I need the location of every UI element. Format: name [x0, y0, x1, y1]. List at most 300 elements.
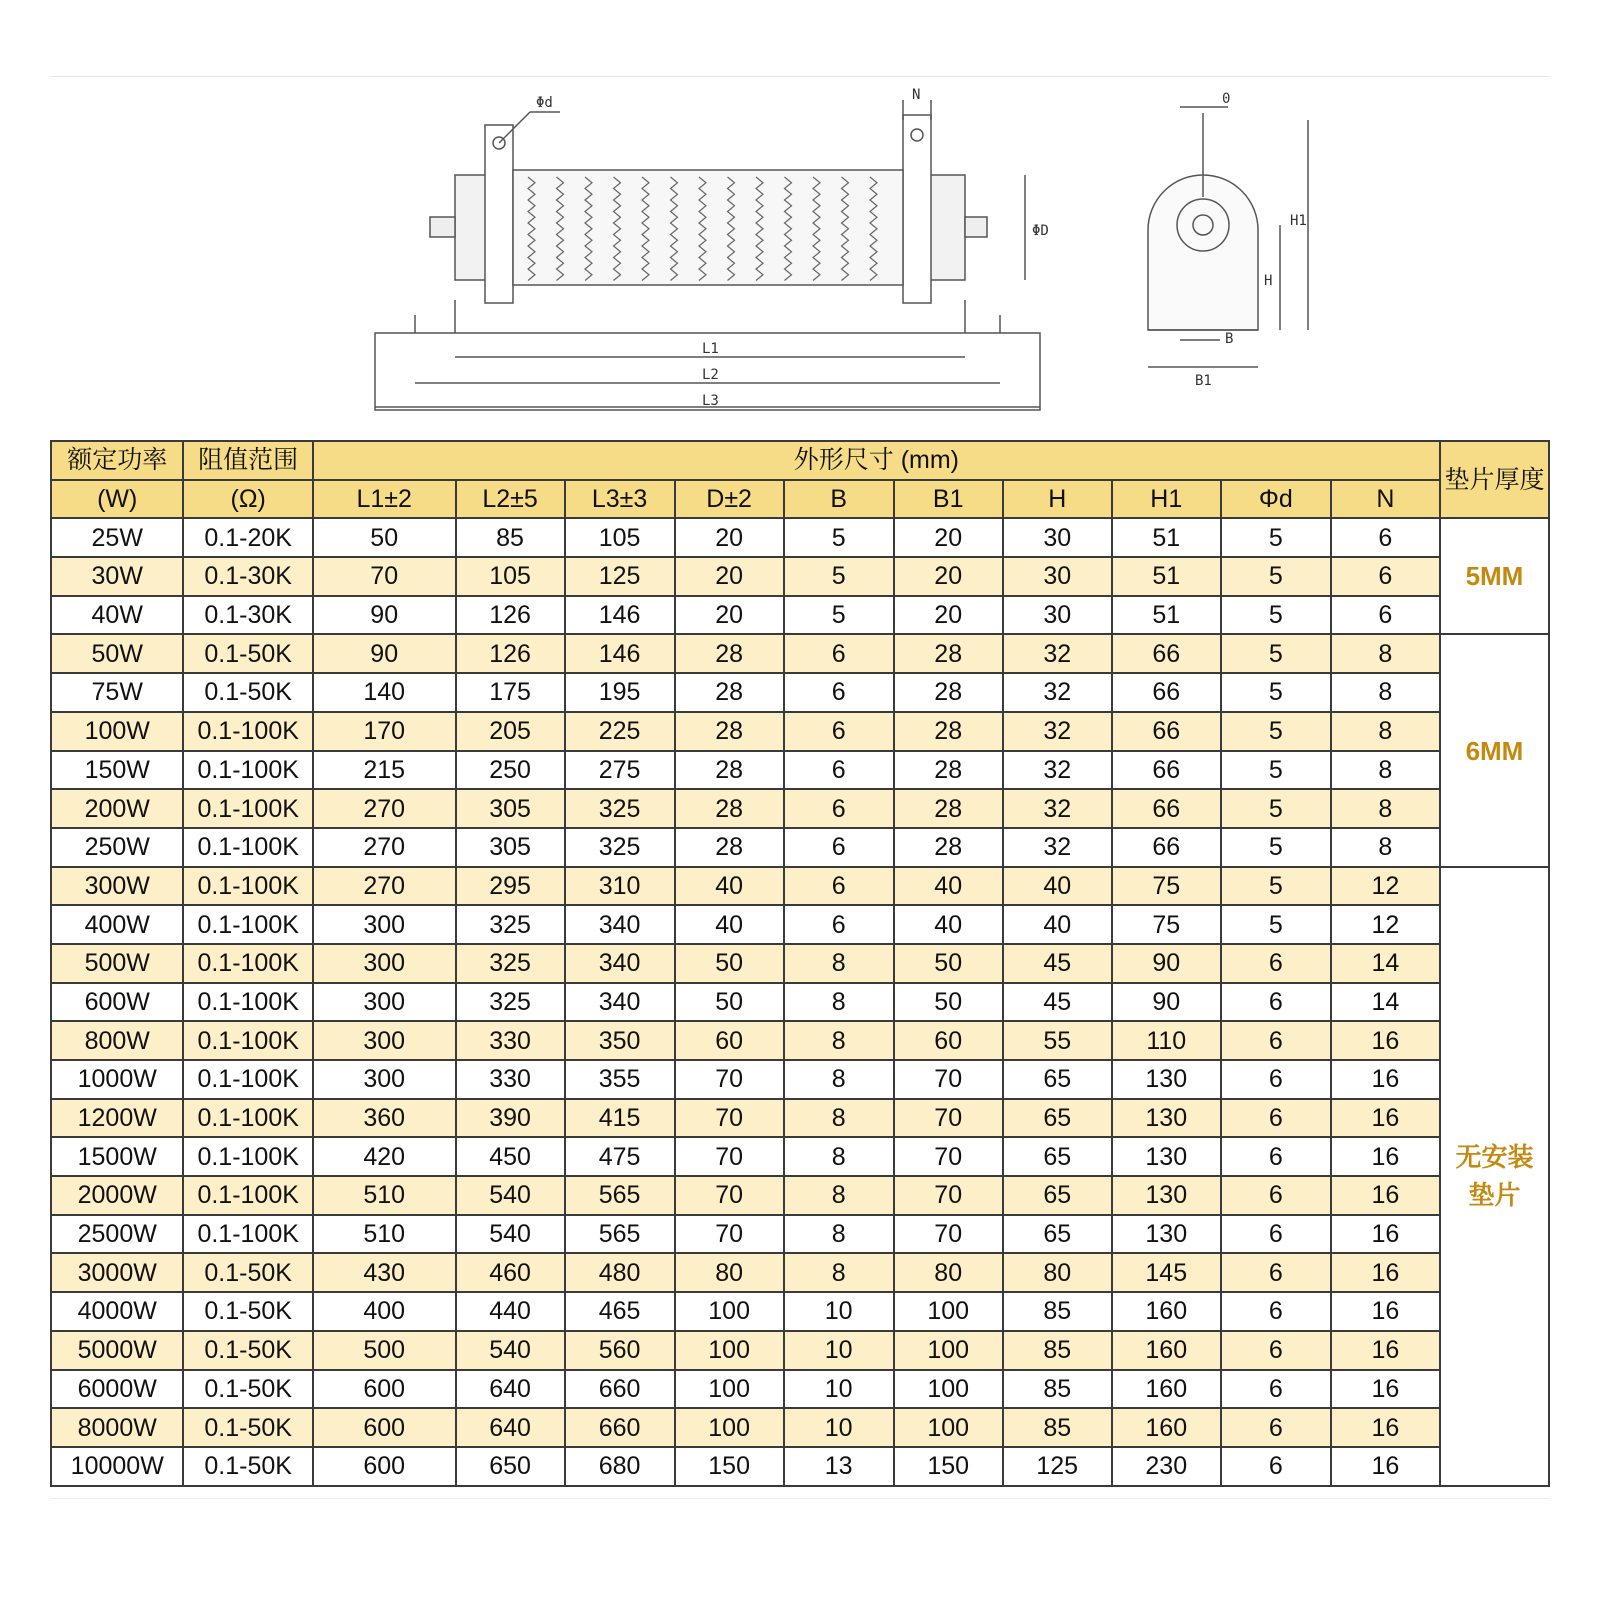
table-cell: 600W [51, 983, 183, 1022]
table-cell: 295 [456, 867, 565, 906]
table-cell: 275 [565, 751, 675, 790]
header-row-1 [51, 441, 1549, 480]
table-cell: 160 [1112, 1370, 1221, 1409]
table-cell: 66 [1112, 789, 1221, 828]
pad-thickness-label: 6MM [1465, 735, 1524, 766]
table-cell: 6 [1221, 1408, 1331, 1447]
table-cell: 430 [313, 1253, 456, 1292]
table-cell: 5 [784, 596, 894, 635]
table-cell: 5 [1221, 596, 1331, 635]
table-cell: 0.1-100K [183, 828, 312, 867]
table-cell: 20 [894, 518, 1003, 557]
table-cell: 0.1-100K [183, 944, 312, 983]
table-cell: 0.1-20K [183, 518, 312, 557]
table-cell: 80 [675, 1253, 784, 1292]
table-cell: 8 [1331, 673, 1440, 712]
table-cell: 6 [1221, 944, 1331, 983]
table-cell: 80 [1003, 1253, 1112, 1292]
table-cell: 10000W [51, 1447, 183, 1486]
pad-thickness-label: 无安装 垫片 [1455, 1142, 1534, 1211]
table-row [51, 1447, 1549, 1486]
table-cell: 45 [1003, 983, 1112, 1022]
header-resistance-unit: (Ω) [183, 480, 312, 519]
header-power: 额定功率 [51, 441, 183, 480]
table-cell: 170 [313, 712, 456, 751]
table-cell: 660 [565, 1408, 675, 1447]
table-cell: 16 [1331, 1447, 1440, 1486]
table-cell: 195 [565, 673, 675, 712]
table-cell: 0.1-50K [183, 1331, 312, 1370]
table-cell: 0.1-100K [183, 1215, 312, 1254]
table-row [51, 751, 1549, 790]
table-cell: 8 [784, 1253, 894, 1292]
table-cell: 70 [313, 557, 456, 596]
table-cell: 510 [313, 1215, 456, 1254]
table-cell: 325 [456, 944, 565, 983]
table-cell: 40 [1003, 867, 1112, 906]
table-cell: 16 [1331, 1253, 1440, 1292]
table-cell: 12 [1331, 867, 1440, 906]
table-cell: 30 [1003, 596, 1112, 635]
table-cell: 6 [784, 712, 894, 751]
table-cell: 8 [784, 1137, 894, 1176]
label-b1: B1 [1195, 373, 1212, 389]
table-cell: 250W [51, 828, 183, 867]
table-cell: 560 [565, 1331, 675, 1370]
table-row [51, 1331, 1549, 1370]
table-cell: 100 [675, 1370, 784, 1409]
table-cell: 6 [784, 673, 894, 712]
bottom-divider [50, 1498, 1550, 1499]
table-row [51, 1176, 1549, 1215]
table-cell: 100 [894, 1331, 1003, 1370]
spec-table-body [51, 518, 1549, 1485]
table-cell: 475 [565, 1137, 675, 1176]
table-cell: 305 [456, 789, 565, 828]
table-cell: 100 [894, 1370, 1003, 1409]
table-cell: 1000W [51, 1060, 183, 1099]
table-row [51, 1021, 1549, 1060]
table-cell: 60 [894, 1021, 1003, 1060]
table-cell: 6 [784, 867, 894, 906]
table-cell: 160 [1112, 1331, 1221, 1370]
header-col: H [1003, 480, 1112, 519]
table-cell: 28 [894, 789, 1003, 828]
table-cell: 16 [1331, 1099, 1440, 1138]
table-cell: 340 [565, 983, 675, 1022]
table-cell: 32 [1003, 712, 1112, 751]
table-row [51, 1292, 1549, 1331]
table-cell: 8 [784, 1060, 894, 1099]
table-row [51, 1370, 1549, 1409]
table-cell: 175 [456, 673, 565, 712]
table-row [51, 789, 1549, 828]
table-cell: 325 [565, 789, 675, 828]
table-cell: 5 [1221, 673, 1331, 712]
table-cell: 5000W [51, 1331, 183, 1370]
table-cell: 6 [1221, 1060, 1331, 1099]
table-row [51, 1137, 1549, 1176]
label-phi-D: ΦD [1032, 223, 1049, 239]
table-cell: 8 [784, 944, 894, 983]
table-cell: 8 [784, 1099, 894, 1138]
table-cell: 6 [1221, 1137, 1331, 1176]
table-cell: 10 [784, 1408, 894, 1447]
table-cell: 70 [675, 1215, 784, 1254]
table-cell: 126 [456, 596, 565, 635]
table-cell: 5 [1221, 518, 1331, 557]
table-cell: 160 [1112, 1408, 1221, 1447]
table-cell: 1500W [51, 1137, 183, 1176]
table-cell: 205 [456, 712, 565, 751]
table-cell: 2500W [51, 1215, 183, 1254]
table-cell: 146 [565, 596, 675, 635]
table-cell: 32 [1003, 634, 1112, 673]
table-cell: 300 [313, 983, 456, 1022]
table-cell: 600 [313, 1447, 456, 1486]
table-cell: 420 [313, 1137, 456, 1176]
table-cell: 6 [784, 828, 894, 867]
table-cell: 8 [1331, 712, 1440, 751]
table-cell: 230 [1112, 1447, 1221, 1486]
table-cell: 90 [313, 596, 456, 635]
table-cell: 40 [675, 867, 784, 906]
table-row [51, 1060, 1549, 1099]
table-cell: 640 [456, 1370, 565, 1409]
table-cell: 540 [456, 1176, 565, 1215]
table-cell: 0.1-50K [183, 634, 312, 673]
table-cell: 565 [565, 1176, 675, 1215]
table-cell: 340 [565, 944, 675, 983]
table-cell: 100W [51, 712, 183, 751]
table-cell: 125 [565, 557, 675, 596]
label-l1: L1 [702, 341, 719, 357]
table-cell: 16 [1331, 1292, 1440, 1331]
table-cell: 8 [784, 983, 894, 1022]
header-col: L3±3 [565, 480, 675, 519]
table-cell: 60 [675, 1021, 784, 1060]
header-row-2 [51, 480, 1549, 519]
table-cell: 16 [1331, 1215, 1440, 1254]
table-row [51, 557, 1549, 596]
table-cell: 350 [565, 1021, 675, 1060]
table-cell: 100 [675, 1292, 784, 1331]
label-l2: L2 [702, 367, 719, 383]
header-col: N [1331, 480, 1440, 519]
table-cell: 5 [784, 557, 894, 596]
table-cell: 5 [1221, 828, 1331, 867]
table-cell: 130 [1112, 1215, 1221, 1254]
table-cell: 5 [784, 518, 894, 557]
table-cell: 5 [1221, 634, 1331, 673]
table-cell: 30 [1003, 518, 1112, 557]
table-cell: 100 [675, 1408, 784, 1447]
table-cell: 20 [675, 557, 784, 596]
table-cell: 110 [1112, 1021, 1221, 1060]
label-zero: 0 [1222, 91, 1231, 107]
table-cell: 90 [1112, 983, 1221, 1022]
table-cell: 12 [1331, 905, 1440, 944]
table-cell: 146 [565, 634, 675, 673]
table-cell: 51 [1112, 518, 1221, 557]
end-view [1148, 107, 1308, 367]
table-cell: 400 [313, 1292, 456, 1331]
table-cell: 600 [313, 1408, 456, 1447]
table-cell: 66 [1112, 634, 1221, 673]
table-cell: 50 [675, 944, 784, 983]
table-cell: 130 [1112, 1060, 1221, 1099]
pad-thickness-label: 5MM [1465, 561, 1524, 592]
table-cell: 355 [565, 1060, 675, 1099]
label-h1: H1 [1290, 213, 1307, 229]
table-cell: 28 [675, 789, 784, 828]
table-cell: 70 [894, 1176, 1003, 1215]
table-cell: 50 [313, 518, 456, 557]
table-cell: 28 [675, 634, 784, 673]
table-cell: 85 [1003, 1408, 1112, 1447]
table-cell: 540 [456, 1331, 565, 1370]
table-cell: 5 [1221, 712, 1331, 751]
table-cell: 1200W [51, 1099, 183, 1138]
header-col: B [784, 480, 894, 519]
table-cell: 28 [894, 751, 1003, 790]
table-cell: 28 [894, 712, 1003, 751]
table-cell: 3000W [51, 1253, 183, 1292]
label-h: H [1264, 273, 1273, 289]
table-cell: 70 [675, 1099, 784, 1138]
table-cell: 14 [1331, 983, 1440, 1022]
table-cell: 32 [1003, 789, 1112, 828]
header-dimensions: 外形尺寸 (mm) [313, 441, 1440, 480]
pad-thickness-cell [1440, 867, 1549, 1486]
table-cell: 440 [456, 1292, 565, 1331]
table-cell: 50 [894, 944, 1003, 983]
table-cell: 105 [565, 518, 675, 557]
table-cell: 32 [1003, 828, 1112, 867]
table-cell: 6 [1221, 1253, 1331, 1292]
header-col: L1±2 [313, 480, 456, 519]
table-cell: 28 [675, 673, 784, 712]
table-cell: 600 [313, 1370, 456, 1409]
table-cell: 660 [565, 1370, 675, 1409]
table-cell: 0.1-50K [183, 1370, 312, 1409]
header-pad-thickness: 垫片厚度 [1440, 441, 1549, 518]
table-cell: 6 [784, 789, 894, 828]
pad-thickness-cell [1440, 518, 1549, 634]
table-cell: 85 [456, 518, 565, 557]
table-cell: 330 [456, 1021, 565, 1060]
table-cell: 28 [894, 634, 1003, 673]
table-cell: 150 [675, 1447, 784, 1486]
table-cell: 70 [894, 1137, 1003, 1176]
table-cell: 0.1-100K [183, 1099, 312, 1138]
table-cell: 325 [565, 828, 675, 867]
table-cell: 6 [1221, 1292, 1331, 1331]
table-cell: 70 [894, 1215, 1003, 1254]
table-cell: 40W [51, 596, 183, 635]
header-power-unit: (W) [51, 480, 183, 519]
table-cell: 340 [565, 905, 675, 944]
table-cell: 8 [784, 1021, 894, 1060]
table-cell: 130 [1112, 1176, 1221, 1215]
table-cell: 66 [1112, 828, 1221, 867]
table-cell: 300W [51, 867, 183, 906]
table-cell: 6 [1221, 1099, 1331, 1138]
table-cell: 105 [456, 557, 565, 596]
table-cell: 8 [784, 1176, 894, 1215]
table-cell: 4000W [51, 1292, 183, 1331]
table-cell: 32 [1003, 673, 1112, 712]
table-cell: 300 [313, 944, 456, 983]
table-cell: 300 [313, 905, 456, 944]
table-cell: 70 [675, 1176, 784, 1215]
table-cell: 400W [51, 905, 183, 944]
side-view [375, 100, 1040, 410]
table-cell: 0.1-100K [183, 867, 312, 906]
table-cell: 6 [1221, 1447, 1331, 1486]
table-cell: 5 [1221, 905, 1331, 944]
table-cell: 75W [51, 673, 183, 712]
table-cell: 0.1-100K [183, 712, 312, 751]
header-col: Φd [1221, 480, 1331, 519]
table-cell: 6 [1221, 1176, 1331, 1215]
table-cell: 460 [456, 1253, 565, 1292]
table-cell: 50W [51, 634, 183, 673]
table-row [51, 1099, 1549, 1138]
table-row [51, 1253, 1549, 1292]
table-cell: 0.1-100K [183, 751, 312, 790]
table-cell: 0.1-100K [183, 1176, 312, 1215]
table-cell: 65 [1003, 1060, 1112, 1099]
table-cell: 70 [675, 1137, 784, 1176]
table-row [51, 518, 1549, 557]
table-row [51, 1215, 1549, 1254]
table-cell: 6 [1221, 1215, 1331, 1254]
table-cell: 5 [1221, 789, 1331, 828]
table-cell: 500W [51, 944, 183, 983]
table-cell: 30W [51, 557, 183, 596]
table-cell: 20 [894, 557, 1003, 596]
table-cell: 16 [1331, 1021, 1440, 1060]
table-cell: 85 [1003, 1370, 1112, 1409]
table-cell: 215 [313, 751, 456, 790]
table-cell: 5 [1221, 867, 1331, 906]
header-col: H1 [1112, 480, 1221, 519]
table-cell: 450 [456, 1137, 565, 1176]
table-cell: 0.1-100K [183, 789, 312, 828]
table-cell: 75 [1112, 867, 1221, 906]
header-resistance: 阻值范围 [183, 441, 312, 480]
table-cell: 8000W [51, 1408, 183, 1447]
table-cell: 6 [784, 634, 894, 673]
table-cell: 650 [456, 1447, 565, 1486]
table-cell: 50 [675, 983, 784, 1022]
table-cell: 14 [1331, 944, 1440, 983]
table-cell: 225 [565, 712, 675, 751]
table-cell: 66 [1112, 712, 1221, 751]
table-cell: 270 [313, 789, 456, 828]
table-cell: 330 [456, 1060, 565, 1099]
table-cell: 28 [675, 751, 784, 790]
table-cell: 310 [565, 867, 675, 906]
table-cell: 0.1-100K [183, 1060, 312, 1099]
table-cell: 20 [894, 596, 1003, 635]
table-cell: 6000W [51, 1370, 183, 1409]
table-cell: 28 [675, 712, 784, 751]
table-cell: 0.1-50K [183, 1408, 312, 1447]
table-cell: 65 [1003, 1137, 1112, 1176]
table-cell: 16 [1331, 1408, 1440, 1447]
label-n: N [912, 87, 921, 103]
table-cell: 6 [1331, 557, 1440, 596]
table-cell: 66 [1112, 673, 1221, 712]
table-cell: 66 [1112, 751, 1221, 790]
table-cell: 150 [894, 1447, 1003, 1486]
table-cell: 85 [1003, 1331, 1112, 1370]
table-cell: 5 [1221, 751, 1331, 790]
table-row [51, 712, 1549, 751]
table-cell: 0.1-50K [183, 673, 312, 712]
table-cell: 390 [456, 1099, 565, 1138]
table-cell: 500 [313, 1331, 456, 1370]
table-cell: 8 [1331, 828, 1440, 867]
table-cell: 0.1-100K [183, 905, 312, 944]
table-row [51, 596, 1549, 635]
table-cell: 70 [675, 1060, 784, 1099]
table-cell: 32 [1003, 751, 1112, 790]
label-b: B [1225, 331, 1234, 347]
table-cell: 270 [313, 828, 456, 867]
table-cell: 510 [313, 1176, 456, 1215]
table-cell: 140 [313, 673, 456, 712]
table-cell: 305 [456, 828, 565, 867]
table-cell: 40 [894, 905, 1003, 944]
table-cell: 325 [456, 905, 565, 944]
table-cell: 300 [313, 1060, 456, 1099]
table-cell: 55 [1003, 1021, 1112, 1060]
table-cell: 40 [894, 867, 1003, 906]
table-cell: 20 [675, 596, 784, 635]
table-cell: 13 [784, 1447, 894, 1486]
table-cell: 6 [784, 751, 894, 790]
table-row [51, 983, 1549, 1022]
table-cell: 270 [313, 867, 456, 906]
table-cell: 0.1-100K [183, 983, 312, 1022]
table-cell: 40 [675, 905, 784, 944]
table-cell: 28 [894, 828, 1003, 867]
table-cell: 90 [1112, 944, 1221, 983]
table-cell: 0.1-30K [183, 596, 312, 635]
table-cell: 8 [1331, 789, 1440, 828]
table-cell: 28 [894, 673, 1003, 712]
table-cell: 16 [1331, 1176, 1440, 1215]
table-cell: 70 [894, 1060, 1003, 1099]
table-cell: 16 [1331, 1370, 1440, 1409]
table-cell: 300 [313, 1021, 456, 1060]
table-cell: 680 [565, 1447, 675, 1486]
pad-thickness-cell [1440, 634, 1549, 866]
table-cell: 5 [1221, 557, 1331, 596]
table-cell: 800W [51, 1021, 183, 1060]
table-cell: 51 [1112, 557, 1221, 596]
table-cell: 640 [456, 1408, 565, 1447]
table-cell: 25W [51, 518, 183, 557]
table-cell: 415 [565, 1099, 675, 1138]
table-cell: 8 [1331, 751, 1440, 790]
table-cell: 50 [894, 983, 1003, 1022]
table-cell: 325 [456, 983, 565, 1022]
table-cell: 8 [784, 1215, 894, 1254]
